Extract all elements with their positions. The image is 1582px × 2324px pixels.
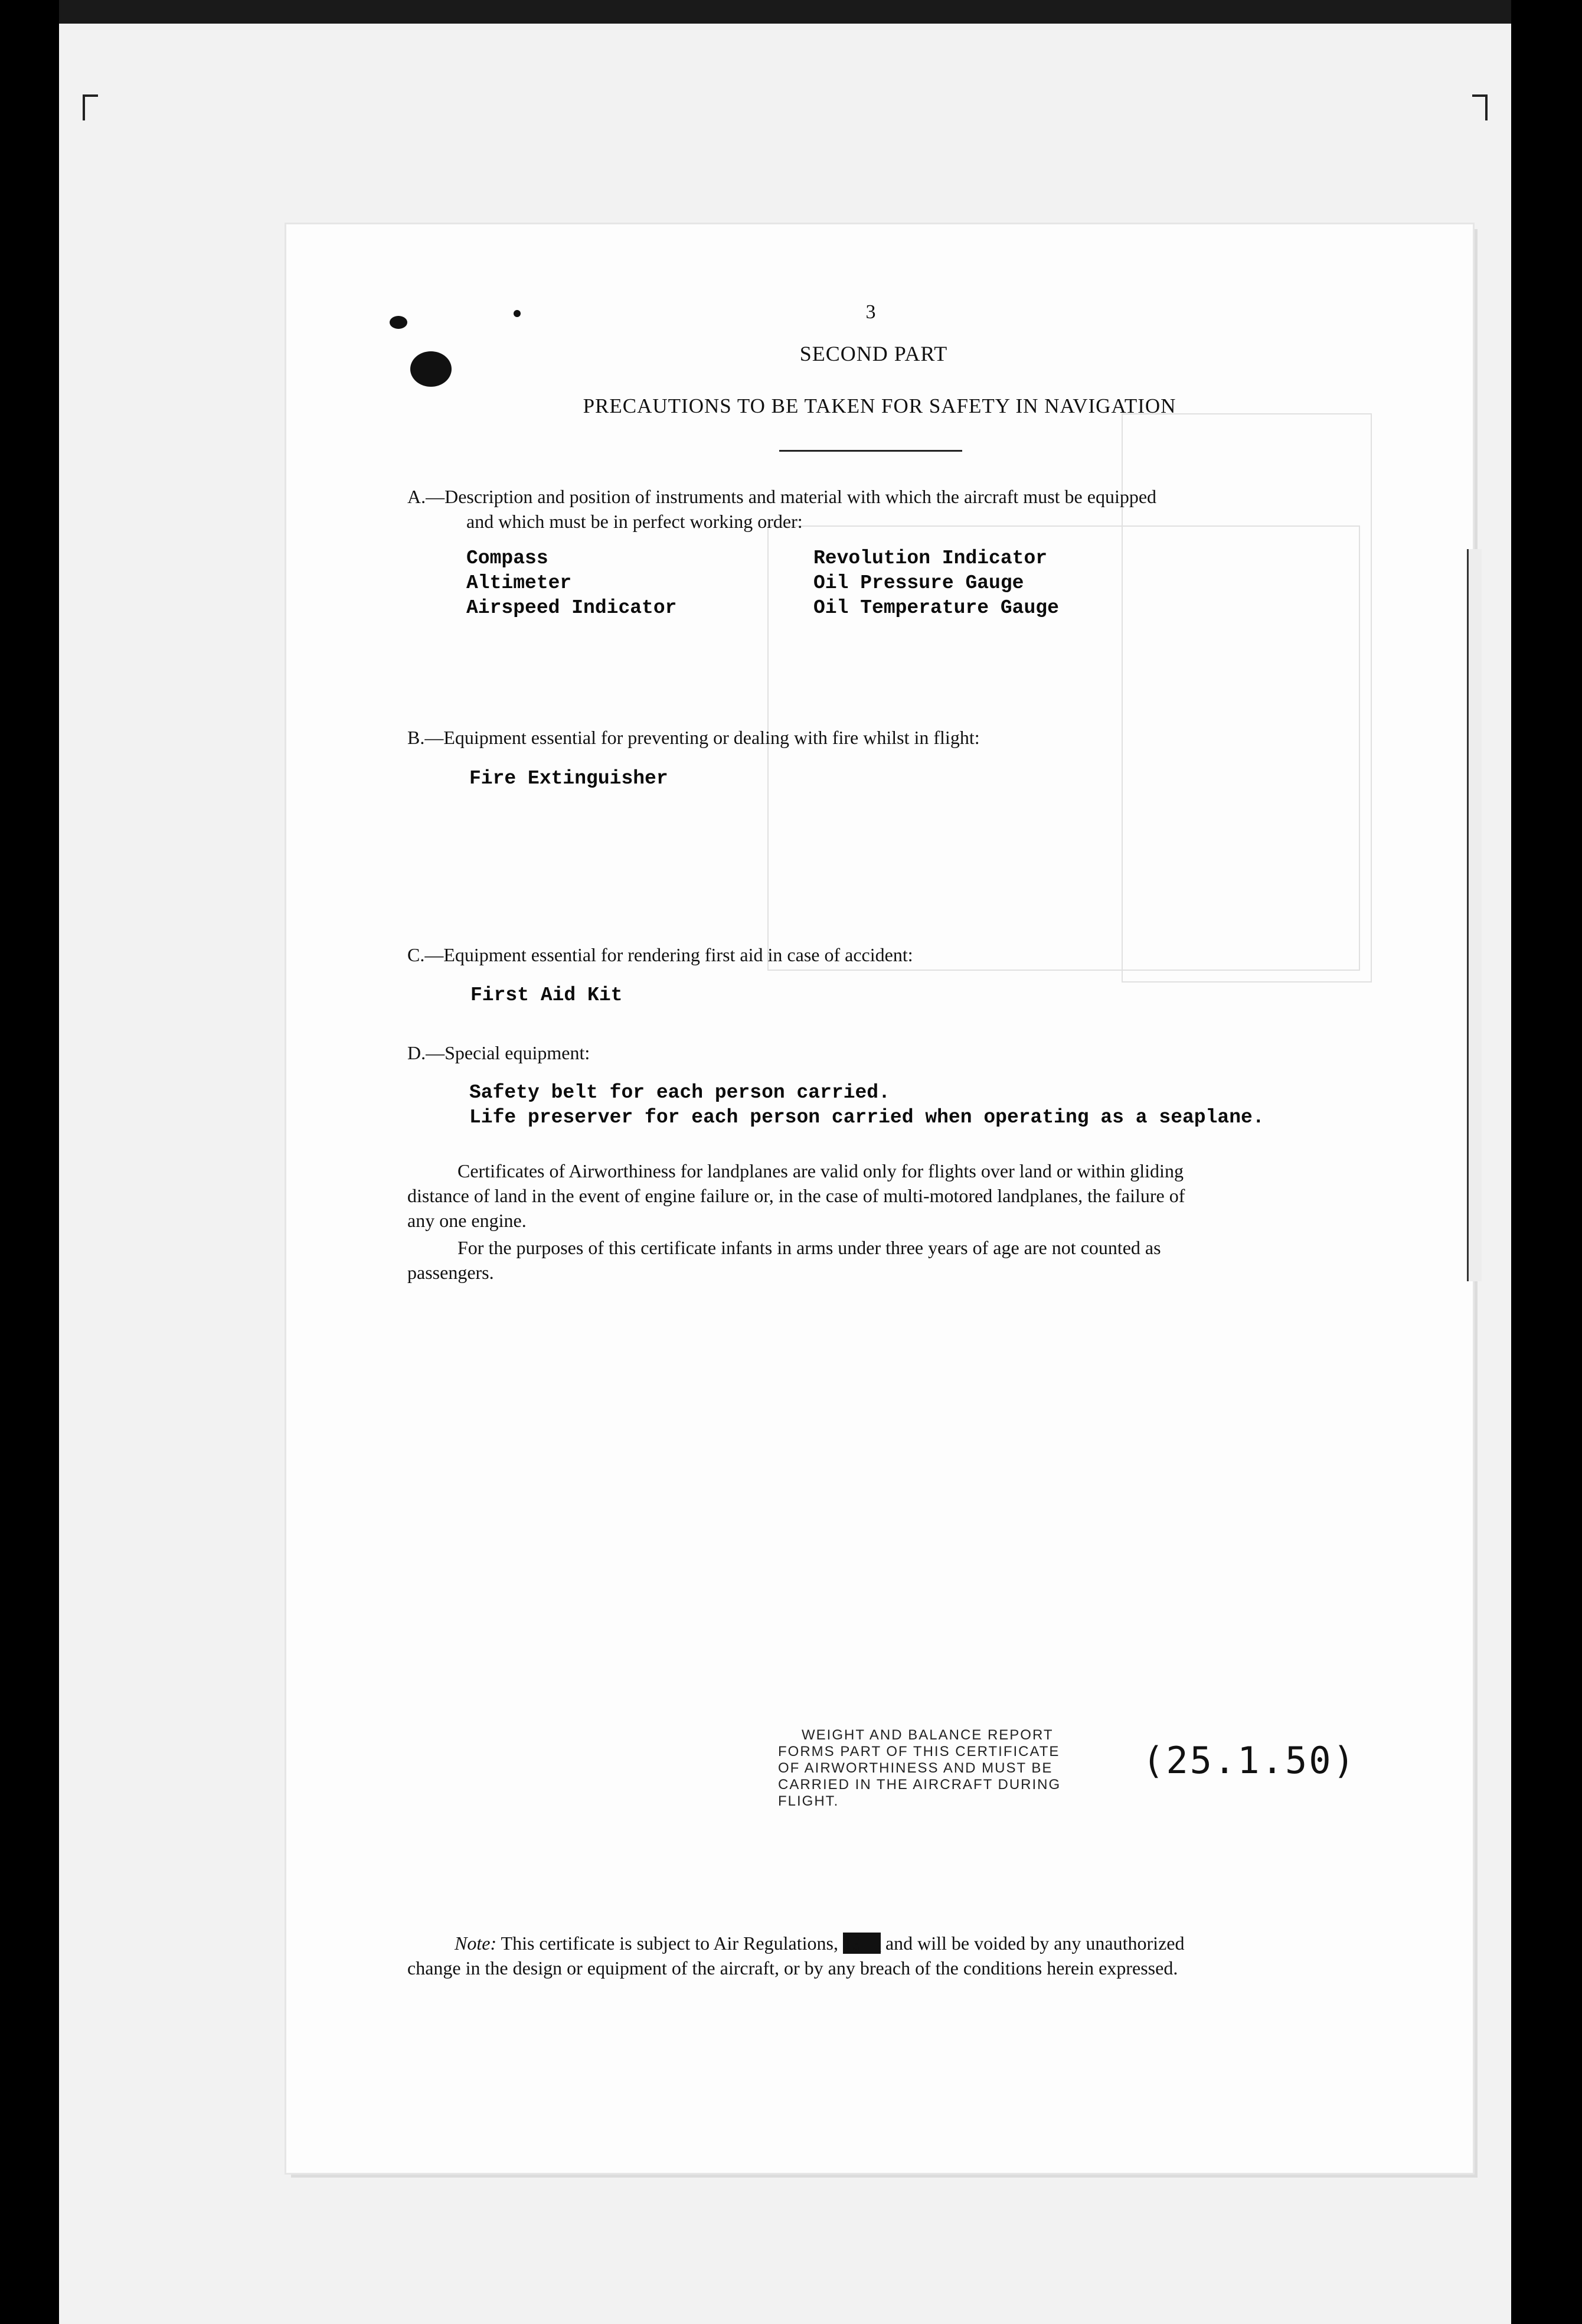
paper-edge bbox=[1467, 549, 1482, 1281]
stamp-line: WEIGHT AND BALANCE REPORT bbox=[802, 1727, 1054, 1743]
validity-paragraph bbox=[407, 1158, 1352, 1233]
section-d-lead: D.—Special equipment: bbox=[407, 1042, 590, 1063]
crop-mark bbox=[1472, 94, 1488, 120]
page-number: 3 bbox=[865, 301, 876, 323]
section-b-lead: B.—Equipment essential for preventing or dealing with fire whilst in flight: bbox=[407, 727, 980, 748]
special-equipment-list bbox=[469, 1081, 1473, 1130]
ink-blot bbox=[410, 351, 452, 387]
infants-paragraph bbox=[407, 1235, 1352, 1285]
section-a-line-1: A.—Description and position of instruments and material with which the aircraft must be equipped bbox=[407, 486, 1157, 507]
divider bbox=[779, 450, 962, 452]
list-item: Life preserver for each person carried when operating as a seaplane. bbox=[469, 1106, 1264, 1128]
section-a-lead bbox=[407, 484, 1352, 534]
section-a-line-2: and which must be in perfect working order: bbox=[466, 511, 803, 532]
instrument-list-left bbox=[466, 546, 761, 621]
list-item: Altimeter bbox=[466, 572, 572, 594]
fire-equipment-list bbox=[469, 766, 823, 791]
paragraph-line: Certificates of Airworthiness for landplanes are valid only for flights over land or within gliding bbox=[457, 1160, 1184, 1181]
handwritten-date: (25.1.50) bbox=[1142, 1739, 1357, 1782]
list-item: Compass bbox=[466, 547, 548, 569]
list-item: Oil Temperature Gauge bbox=[813, 597, 1059, 619]
list-item: Airspeed Indicator bbox=[466, 597, 677, 619]
list-item: Safety belt for each person carried. bbox=[469, 1082, 890, 1104]
film-edge bbox=[59, 0, 1511, 24]
stamp-line: FORMS PART OF THIS CERTIFICATE bbox=[778, 1744, 1060, 1760]
note-line-2: change in the design or equipment of the aircraft, or by any breach of the conditions herein expressed. bbox=[407, 1957, 1178, 1979]
paragraph-line: any one engine. bbox=[407, 1210, 527, 1231]
stamp-line: FLIGHT. bbox=[778, 1793, 839, 1809]
ink-blot bbox=[390, 316, 407, 329]
list-item: First Aid Kit bbox=[470, 984, 623, 1006]
list-item: Revolution Indicator bbox=[813, 547, 1048, 569]
redacted-year: 19__ bbox=[842, 1933, 881, 1954]
note-line-1 bbox=[407, 1931, 1375, 1956]
paragraph-line: For the purposes of this certificate infants in arms under three years of age are not counted as bbox=[457, 1237, 1161, 1258]
section-heading: PRECAUTIONS TO BE TAKEN FOR SAFETY IN NAVIGATION bbox=[583, 394, 1176, 417]
first-aid-list bbox=[470, 983, 825, 1008]
stamp-line: CARRIED IN THE AIRCRAFT DURING bbox=[778, 1777, 1061, 1793]
instrument-list-right bbox=[813, 546, 1144, 621]
stamp-line: OF AIRWORTHINESS AND MUST BE bbox=[778, 1760, 1053, 1776]
crop-mark bbox=[83, 94, 98, 120]
paragraph-line: passengers. bbox=[407, 1262, 494, 1283]
note-label: Note: bbox=[455, 1933, 497, 1954]
list-item: Fire Extinguisher bbox=[469, 768, 668, 789]
part-title: SECOND PART bbox=[799, 342, 948, 365]
paragraph-line: distance of land in the event of engine failure or, in the case of multi-motored landplanes, the failure of bbox=[407, 1185, 1185, 1206]
section-c-lead: C.—Equipment essential for rendering first aid in case of accident: bbox=[407, 944, 913, 965]
note-text: and will be voided by any unauthorized bbox=[885, 1933, 1185, 1954]
list-item: Oil Pressure Gauge bbox=[813, 572, 1024, 594]
ink-blot bbox=[514, 310, 521, 317]
regulation-note bbox=[407, 1931, 1375, 1980]
note-text: This certificate is subject to Air Regulations, bbox=[501, 1933, 843, 1954]
weight-balance-stamp bbox=[778, 1727, 1132, 1810]
